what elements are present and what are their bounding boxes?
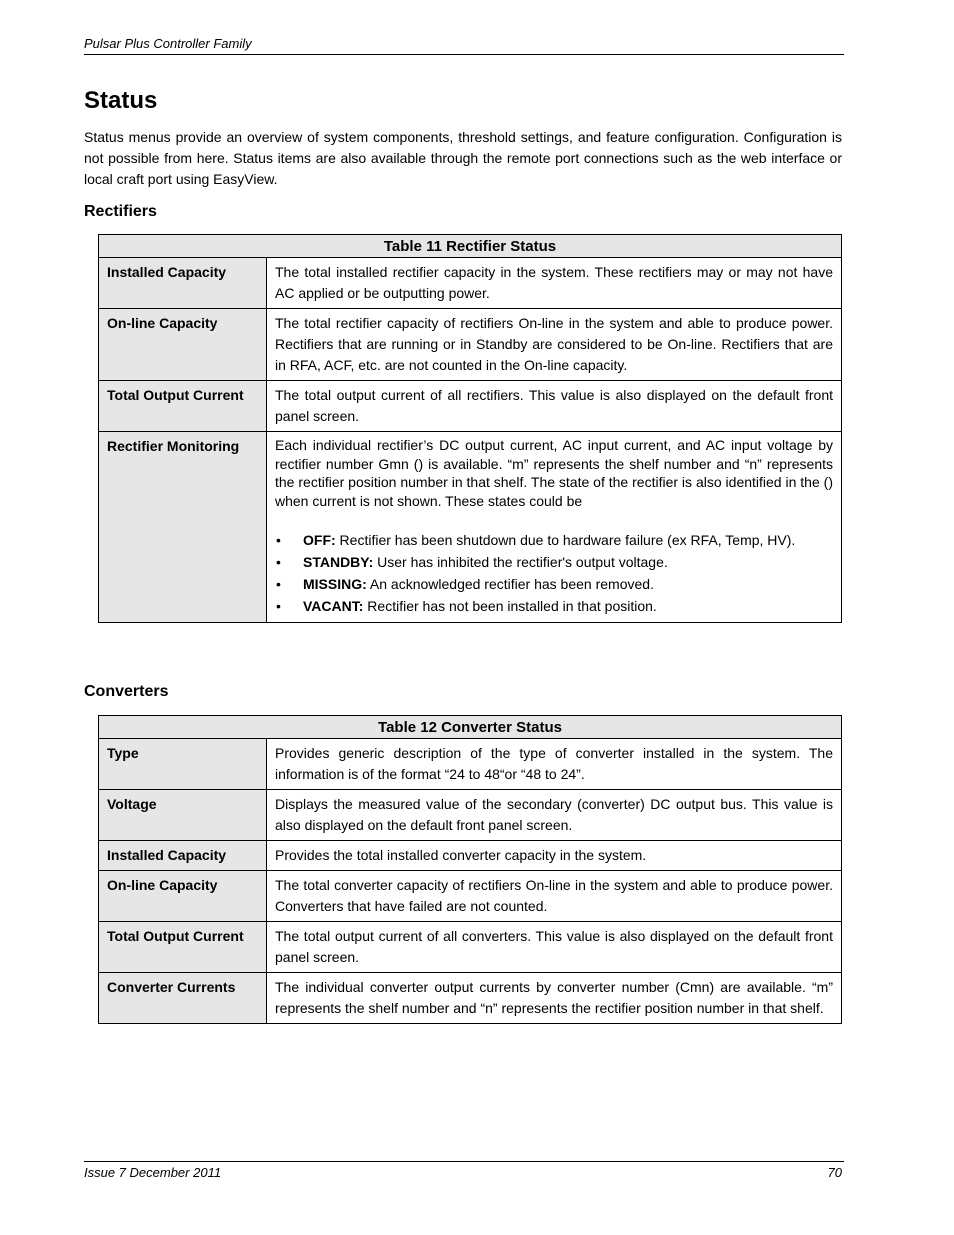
table-row — [99, 973, 842, 1024]
table-caption-row — [99, 235, 842, 258]
state-term: VACANT: — [303, 598, 364, 614]
page-number: 70 — [827, 1165, 842, 1180]
issue-date: Issue 7 December 2011 — [84, 1165, 222, 1180]
monitoring-text: Each individual rectifier’s DC output current, AC input current, and AC input voltage by rectifier number Gmn () is available. “m” represents the shelf number and “n” represents the rectifier position number in that shelf. The state of the rectifier is also identified in the () when current is not shown. These states could be — [275, 437, 833, 509]
state-text: Rectifier has been shutdown due to hardware failure (ex RFA, Temp, HV). — [335, 532, 796, 548]
row-label: Type — [99, 739, 267, 790]
converters-heading: Converters — [84, 683, 169, 700]
state-text: User has inhibited the rectifier's output voltage. — [373, 554, 668, 570]
running-header: Pulsar Plus Controller Family — [84, 36, 844, 55]
table-row — [99, 841, 842, 871]
row-label: Rectifier Monitoring — [99, 432, 267, 623]
row-description: The total output current of all converters. This value is also displayed on the default front panel screen. — [267, 922, 842, 973]
running-footer — [84, 1161, 844, 1180]
list-item — [276, 530, 833, 552]
bullet-icon: • — [276, 532, 281, 548]
table-row — [99, 922, 842, 973]
state-term: OFF: — [303, 532, 336, 548]
row-label: On-line Capacity — [99, 309, 267, 381]
bullet-icon: • — [276, 554, 281, 570]
page-title: Status — [84, 87, 158, 114]
table-row — [99, 432, 842, 623]
table-caption: Table 11 Rectifier Status — [99, 235, 842, 258]
bullet-icon: • — [276, 598, 281, 614]
row-description: The total output current of all rectifiers. This value is also displayed on the default front panel screen. — [267, 381, 842, 432]
table-row — [99, 258, 842, 309]
state-term: STANDBY: — [303, 554, 374, 570]
table-row — [99, 871, 842, 922]
state-text: An acknowledged rectifier has been removed. — [366, 576, 654, 592]
row-description: Provides the total installed converter capacity in the system. — [267, 841, 842, 871]
state-term: MISSING: — [303, 576, 367, 592]
table-row — [99, 309, 842, 381]
row-label: Converter Currents — [99, 973, 267, 1024]
table-caption-row — [99, 716, 842, 739]
row-label: Voltage — [99, 790, 267, 841]
row-description: The total rectifier capacity of rectifiers On-line in the system and able to produce power. Rectifiers that are running or in Standby are considered to be On-line. Rectifiers that are in RFA, ACF, etc. are not counted in the On-line capacity. — [267, 309, 842, 381]
table-row — [99, 381, 842, 432]
intro-paragraph: Status menus provide an overview of system components, threshold settings, and feature configuration. Configuration is not possible from here. Status items are also available through the remote port connections such as the web interface or local craft port using EasyView. — [84, 129, 842, 187]
row-label: On-line Capacity — [99, 871, 267, 922]
table-row — [99, 790, 842, 841]
bullet-icon: • — [276, 576, 281, 592]
row-label: Total Output Current — [99, 381, 267, 432]
converter-status-table — [98, 715, 842, 1024]
row-description: The total converter capacity of rectifiers On-line in the system and able to produce power. Converters that have failed are not counted. — [267, 871, 842, 922]
row-description: The total installed rectifier capacity in the system. These rectifiers may or may not have AC applied or be outputting power. — [267, 258, 842, 309]
table-row — [99, 739, 842, 790]
rectifier-status-table — [98, 234, 842, 623]
row-description — [267, 432, 842, 623]
row-label: Installed Capacity — [99, 841, 267, 871]
row-label: Total Output Current — [99, 922, 267, 973]
rectifier-states-list — [275, 530, 833, 618]
table-caption: Table 12 Converter Status — [99, 716, 842, 739]
row-description: The individual converter output currents by converter number (Cmn) are available. “m” represents the shelf number and “n” represents the rectifier position number in that shelf. — [267, 973, 842, 1024]
rectifiers-heading: Rectifiers — [84, 203, 157, 220]
row-description: Displays the measured value of the secondary (converter) DC output bus. This value is also displayed on the default front panel screen. — [267, 790, 842, 841]
list-item — [276, 574, 833, 596]
list-item — [276, 596, 833, 618]
document-page — [84, 0, 844, 1235]
row-description: Provides generic description of the type of converter installed in the system. The information is of the format “24 to 48“or “48 to 24”. — [267, 739, 842, 790]
state-text: Rectifier has not been installed in that position. — [363, 598, 657, 614]
row-label: Installed Capacity — [99, 258, 267, 309]
list-item — [276, 552, 833, 574]
